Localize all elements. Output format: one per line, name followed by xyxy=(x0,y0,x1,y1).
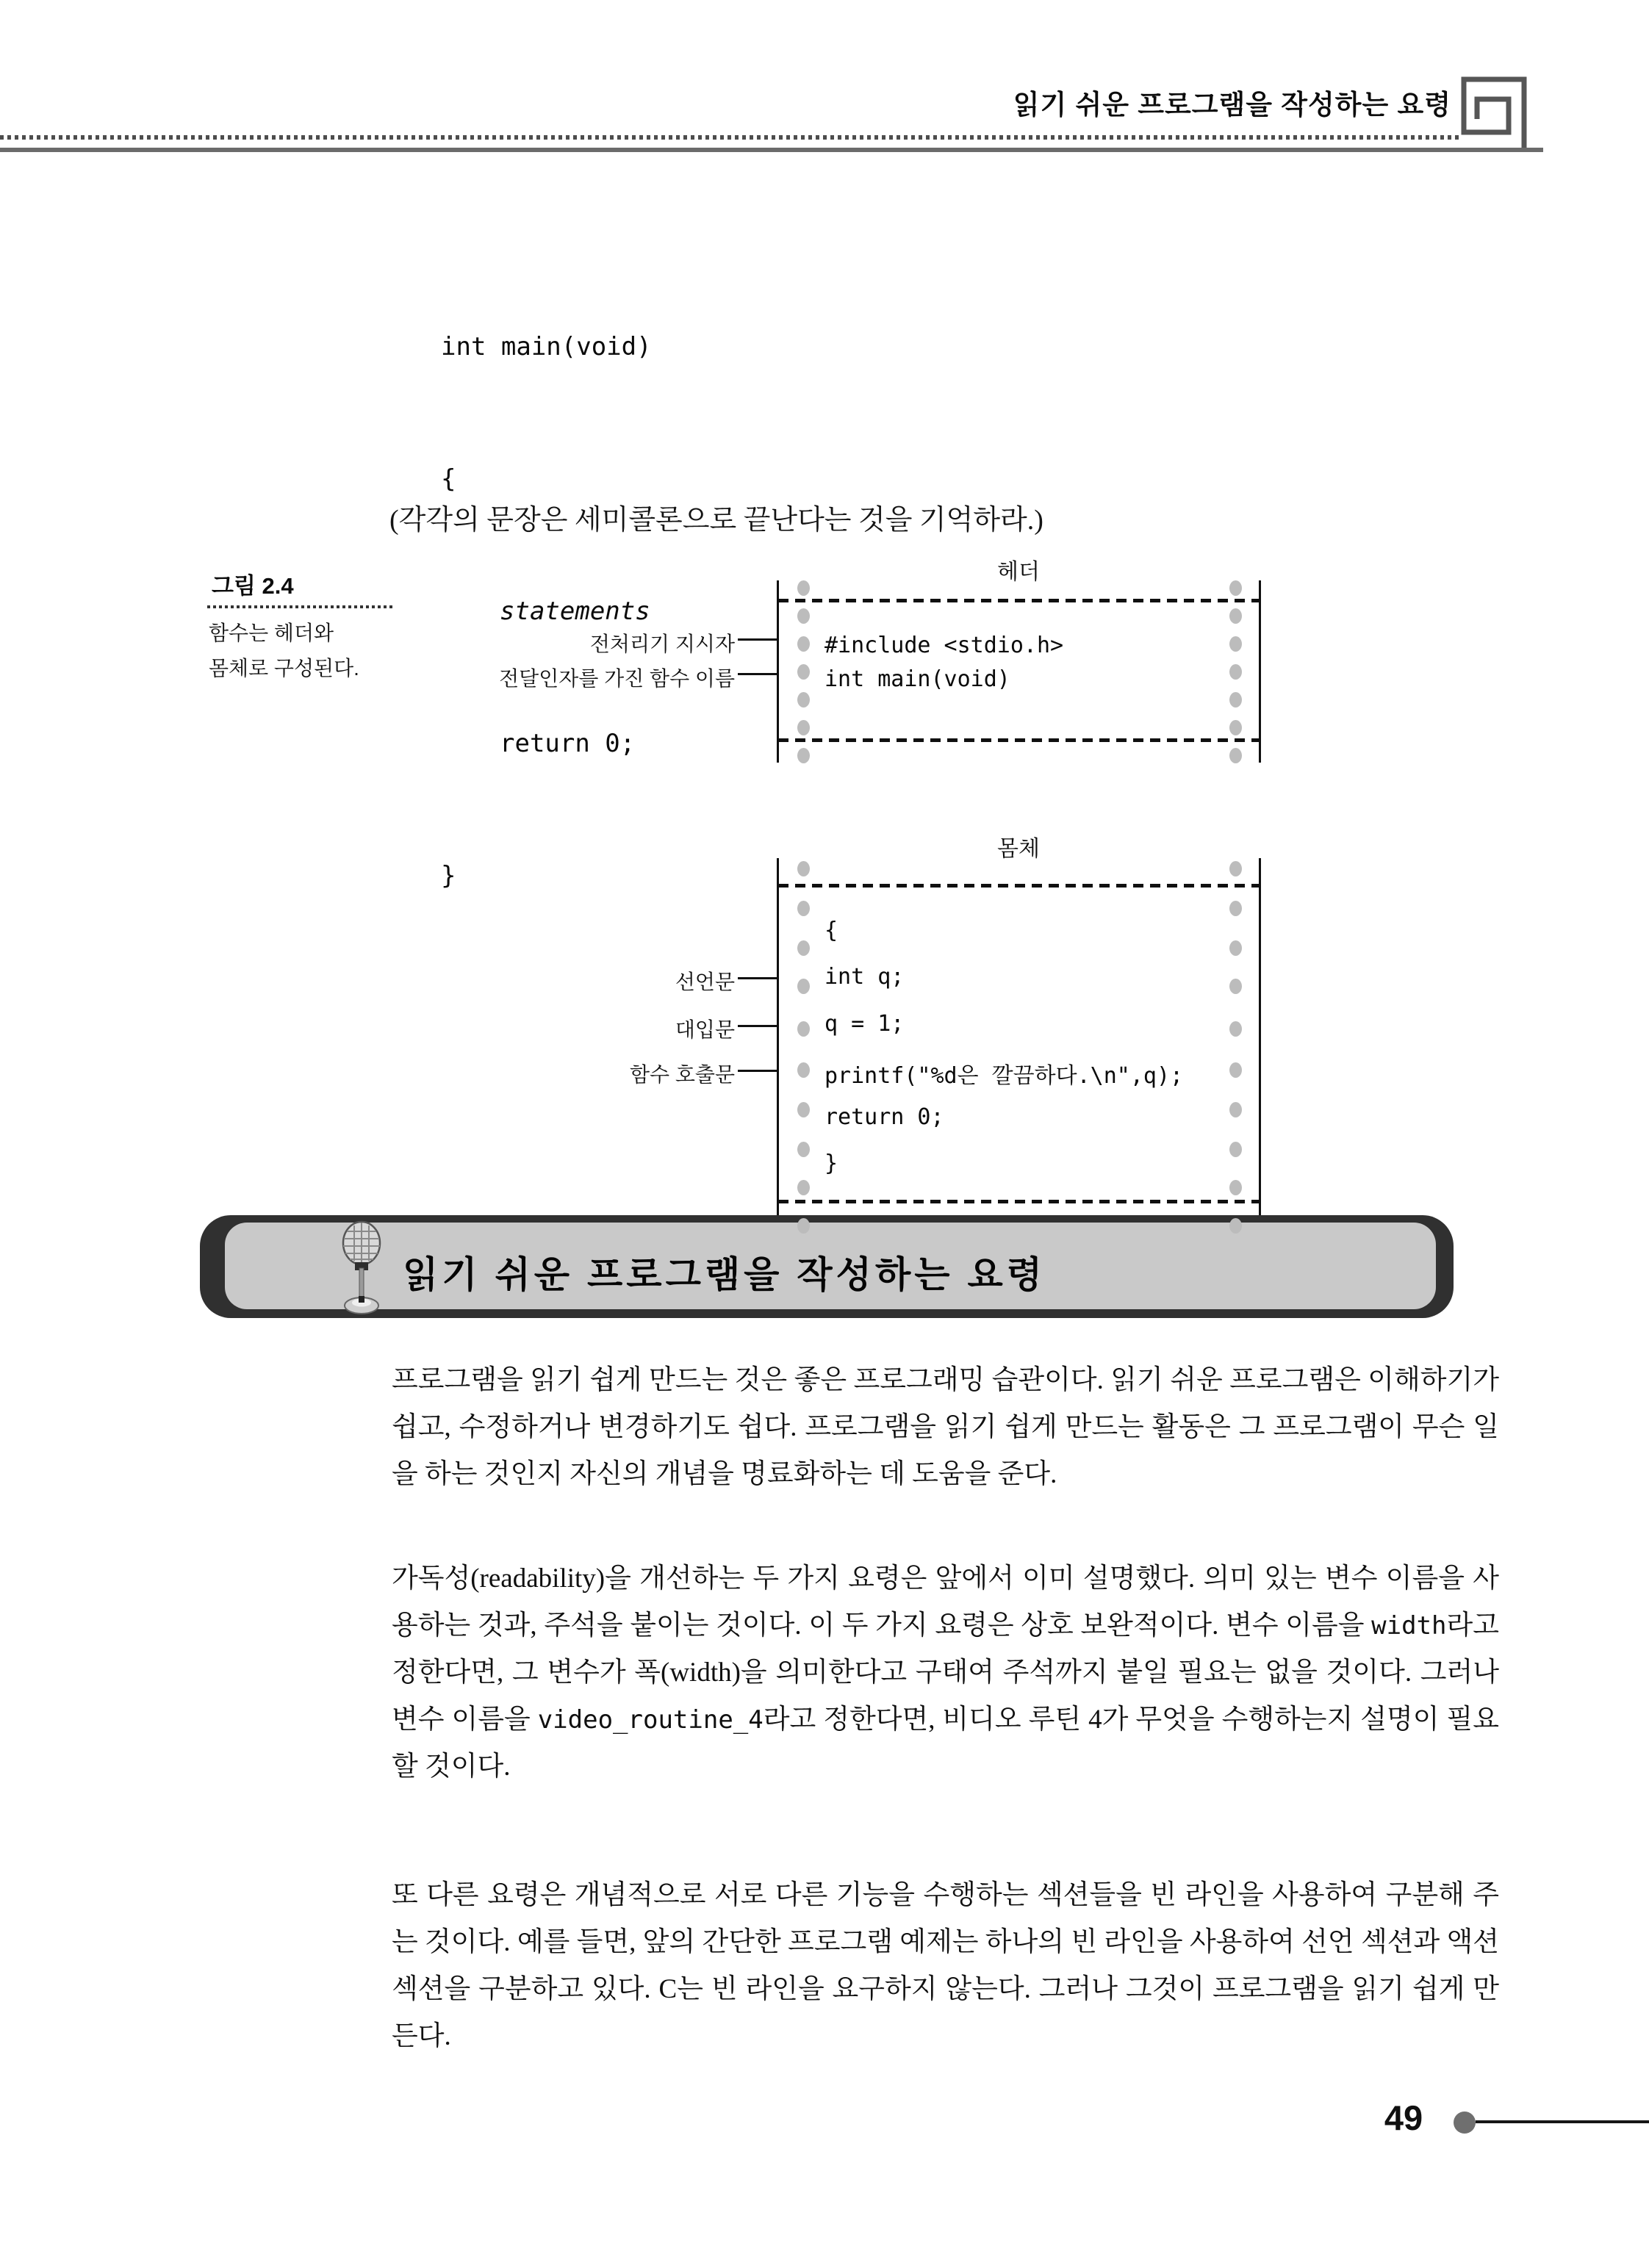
figure-annotation: 대입문 xyxy=(675,1018,735,1041)
tractor-feed-hole xyxy=(1229,940,1242,956)
inline-code: width xyxy=(1371,1611,1447,1641)
figure-code-line: } xyxy=(824,1151,838,1176)
code-sample xyxy=(441,237,652,986)
figure-label: 그림 2.4 xyxy=(212,573,294,599)
footer-rule xyxy=(1476,2120,1649,2123)
square-spiral-icon xyxy=(1456,57,1530,154)
code-line: statements xyxy=(500,597,650,626)
figure-annotation: 함수 호출문 xyxy=(629,1063,735,1086)
figure-code-line: int q; xyxy=(824,964,905,990)
paper-edge-line xyxy=(777,580,779,763)
tractor-feed-hole xyxy=(1229,720,1242,735)
tractor-feed-hole xyxy=(1229,664,1242,680)
tractor-feed-hole xyxy=(797,1102,810,1117)
figure-code-line: return 0; xyxy=(824,1104,944,1130)
tractor-feed-hole xyxy=(1229,1180,1242,1195)
paper-edge-line xyxy=(1259,858,1261,1234)
paper-edge-line xyxy=(1259,580,1261,763)
annotation-connector xyxy=(738,638,777,641)
paper-edge-line xyxy=(777,858,779,1234)
tractor-feed-hole xyxy=(797,1021,810,1037)
footer-dot xyxy=(1454,2112,1476,2134)
paragraph xyxy=(392,1357,1499,1498)
figure-annotation: 선언문 xyxy=(675,971,735,993)
tractor-feed-hole xyxy=(797,940,810,956)
code-line: return 0; xyxy=(500,729,636,758)
paper-perforation-line xyxy=(778,884,1259,888)
tractor-feed-hole xyxy=(797,901,810,916)
figure-code-line: q = 1; xyxy=(824,1011,905,1037)
tractor-feed-hole xyxy=(1229,861,1242,876)
paragraph xyxy=(392,1872,1499,2060)
tractor-feed-hole xyxy=(797,979,810,994)
microphone-icon xyxy=(331,1220,392,1318)
tractor-feed-hole xyxy=(1229,692,1242,708)
paragraph-text: 라고 정한다면, 비디오 루틴 4가 무엇을 수행하는지 설명이 필요할 것이다. xyxy=(392,1704,1499,1782)
tractor-feed-hole xyxy=(797,608,810,624)
paragraph-text: 가독성(readability)을 개선하는 두 가지 요령은 앞에서 이미 설명했다. 의미 있는 변수 이름을 사용하는 것과, 주석을 붙이는 것이다. 이 두 가지 요령은 상호 보완적이다. 변수 이름을 xyxy=(392,1563,1499,1641)
tractor-feed-hole xyxy=(1229,1102,1242,1117)
tractor-feed-hole xyxy=(797,636,810,652)
tractor-feed-hole xyxy=(797,1180,810,1195)
tractor-feed-hole xyxy=(1229,748,1242,763)
code-note: (각각의 문장은 세미콜론으로 끝난다는 것을 기억하라.) xyxy=(389,505,1043,536)
paper-perforation-line xyxy=(778,599,1259,602)
tractor-feed-hole xyxy=(1229,1021,1242,1037)
figure-caption-line: 몸체로 구성된다. xyxy=(209,657,359,680)
tractor-feed-hole xyxy=(797,692,810,708)
annotation-connector xyxy=(738,977,777,979)
paragraph xyxy=(392,1555,1499,1790)
inline-code: video_routine_4 xyxy=(537,1705,764,1735)
annotation-connector xyxy=(738,1070,777,1072)
running-head: 읽기 쉬운 프로그램을 작성하는 요령 xyxy=(1013,90,1451,120)
figure-label-underline xyxy=(207,605,395,608)
code-line: } xyxy=(441,861,456,890)
section-title: 읽기 쉬운 프로그램을 작성하는 요령 xyxy=(403,1254,1046,1295)
figure-caption-line: 함수는 헤더와 xyxy=(209,622,334,644)
figure-header-title: 헤더 xyxy=(997,560,1040,584)
tractor-feed-hole xyxy=(797,1218,810,1234)
tractor-feed-hole xyxy=(1229,580,1242,596)
paragraph-text: 프로그램을 읽기 쉽게 만드는 것은 좋은 프로그래밍 습관이다. 읽기 쉬운 프로그램은 이해하기가 쉽고, 수정하거나 변경하기도 쉽다. 프로그램을 읽기 쉽게 만드는 활동은 그 프로그램이 무슨 일을 하는 것인지 자신의 개념을 명료화하는 데 도움을 준다. xyxy=(392,1365,1499,1489)
tractor-feed-hole xyxy=(1229,636,1242,652)
tractor-feed-hole xyxy=(797,720,810,735)
code-line: { xyxy=(441,464,456,494)
tractor-feed-hole xyxy=(1229,1062,1242,1078)
paper-perforation-line xyxy=(778,1200,1259,1203)
figure-code-line: #include <stdio.h> xyxy=(824,633,1064,658)
tractor-feed-hole xyxy=(797,580,810,596)
annotation-connector xyxy=(738,673,777,675)
paragraph-text: 또 다른 요령은 개념적으로 서로 다른 기능을 수행하는 섹션들을 빈 라인을 사용하여 구분해 주는 것이다. 예를 들면, 앞의 간단한 프로그램 예제는 하나의 빈 라인을 사용하여 선언 섹션과 액션 섹션을 구분하고 있다. C는 빈 라인을 요구하지 않는다. 그러나 그것이 프로그램을 읽기 쉽게 만든다. xyxy=(392,1880,1499,2051)
figure-body-title: 몸체 xyxy=(997,837,1040,861)
paragraph-text: 라고 정한다면, 그 변수가 폭(width)을 의미한다고 구태여 주석까지 붙일 필요는 없을 것이다. 그러나 변수 이름을 xyxy=(392,1610,1499,1735)
paper-perforation-line xyxy=(778,738,1259,742)
code-line: int main(void) xyxy=(441,332,652,361)
annotation-connector xyxy=(738,1025,777,1027)
tractor-feed-hole xyxy=(797,861,810,876)
tractor-feed-hole xyxy=(1229,979,1242,994)
figure-code-line: printf("%d은 깔끔하다.\n",q); xyxy=(824,1063,1184,1089)
figure-annotation: 전달인자를 가진 함수 이름 xyxy=(499,667,735,690)
header-solid-rule xyxy=(0,148,1543,152)
figure-code-line: int main(void) xyxy=(824,666,1010,692)
tractor-feed-hole xyxy=(797,664,810,680)
page-number: 49 xyxy=(1384,2098,1423,2137)
tractor-feed-hole xyxy=(797,748,810,763)
tractor-feed-hole xyxy=(1229,1218,1242,1234)
figure-annotation: 전처리기 지시자 xyxy=(589,633,735,655)
tractor-feed-hole xyxy=(797,1062,810,1078)
tractor-feed-hole xyxy=(1229,608,1242,624)
tractor-feed-hole xyxy=(1229,901,1242,916)
tractor-feed-hole xyxy=(797,1142,810,1157)
tractor-feed-hole xyxy=(1229,1142,1242,1157)
header-dotted-rule xyxy=(0,135,1462,140)
figure-code-line: { xyxy=(824,918,838,943)
